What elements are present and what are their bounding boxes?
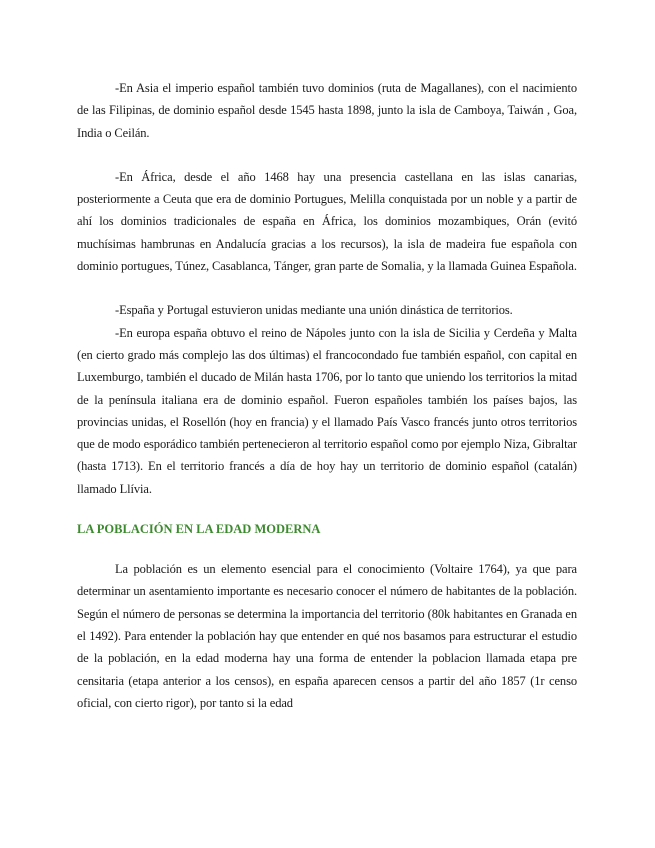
paragraph-africa: -En África, desde el año 1468 hay una presencia castellana en las islas canarias, posteriormente a Ceuta que era de dominio Portugues, Melilla conquistada por un noble y a partir de ahí los dominios tradicionales de españa en África, los dominios mozambiques, Orán (evitó muchísimas hambrunas en Andalucía gracias a los recursos), la isla de madeira fue española con dominio portugues, Túnez, Casablanca, Tánger, gran parte de Somalia, y la llamada Guinea Española.	[77, 169, 577, 274]
section-heading: LA POBLACIÓN EN LA EDAD MODERNA	[77, 522, 321, 537]
document-page	[77, 77, 577, 714]
paragraph-asia: -En Asia el imperio español también tuvo dominios (ruta de Magallanes), con el nacimiento de las Filipinas, de dominio español desde 1545 hasta 1898, junto la isla de Camboya, Taiwán , Goa, India o Ceilán.	[77, 81, 577, 140]
paragraph-europa: -En europa españa obtuvo el reino de Nápoles junto con la isla de Sicilia y Cerdeña y Malta (en cierto grado más complejo las dos últimas) el francocondado fue también español, con capital en Luxemburgo, también el ducado de Milán hasta 1706, por lo tanto que uniendo los territorios la mitad de la península italiana era de dominio español. Fueron españoles también los países bajos, las provincias unidas, el Rosellón (hoy en francia) y el llamado País Vasco francés junto otros territorios que de modo esporádico también pertenecieron al territorio español como por ejemplo Niza, Gibraltar (hasta 1713). En el territorio francés a día de hoy hay un territorio de dominio español (catalán) llamado Llívia.	[77, 325, 577, 496]
paragraph-poblacion: La población es un elemento esencial para el conocimiento (Voltaire 1764), ya que para determinar un asentamiento importante es necesario conocer el número de habitantes de la población. Según el número de personas se determina la importancia del territorio (80k habitantes en Granada en el 1492). Para entender la población hay que entender en qué nos basamos para estructurar el estudio de la población, en la edad moderna hay una forma de entender la poblacion llamada etapa pre censitaria (etapa anterior a los censos), en españa aparecen censos a partir del año 1857 (1r censo oficial, con cierto rigor), por tanto si la edad	[77, 562, 577, 710]
paragraph-portugal: -España y Portugal estuvieron unidas mediante una unión dinástica de territorios.	[115, 303, 513, 318]
